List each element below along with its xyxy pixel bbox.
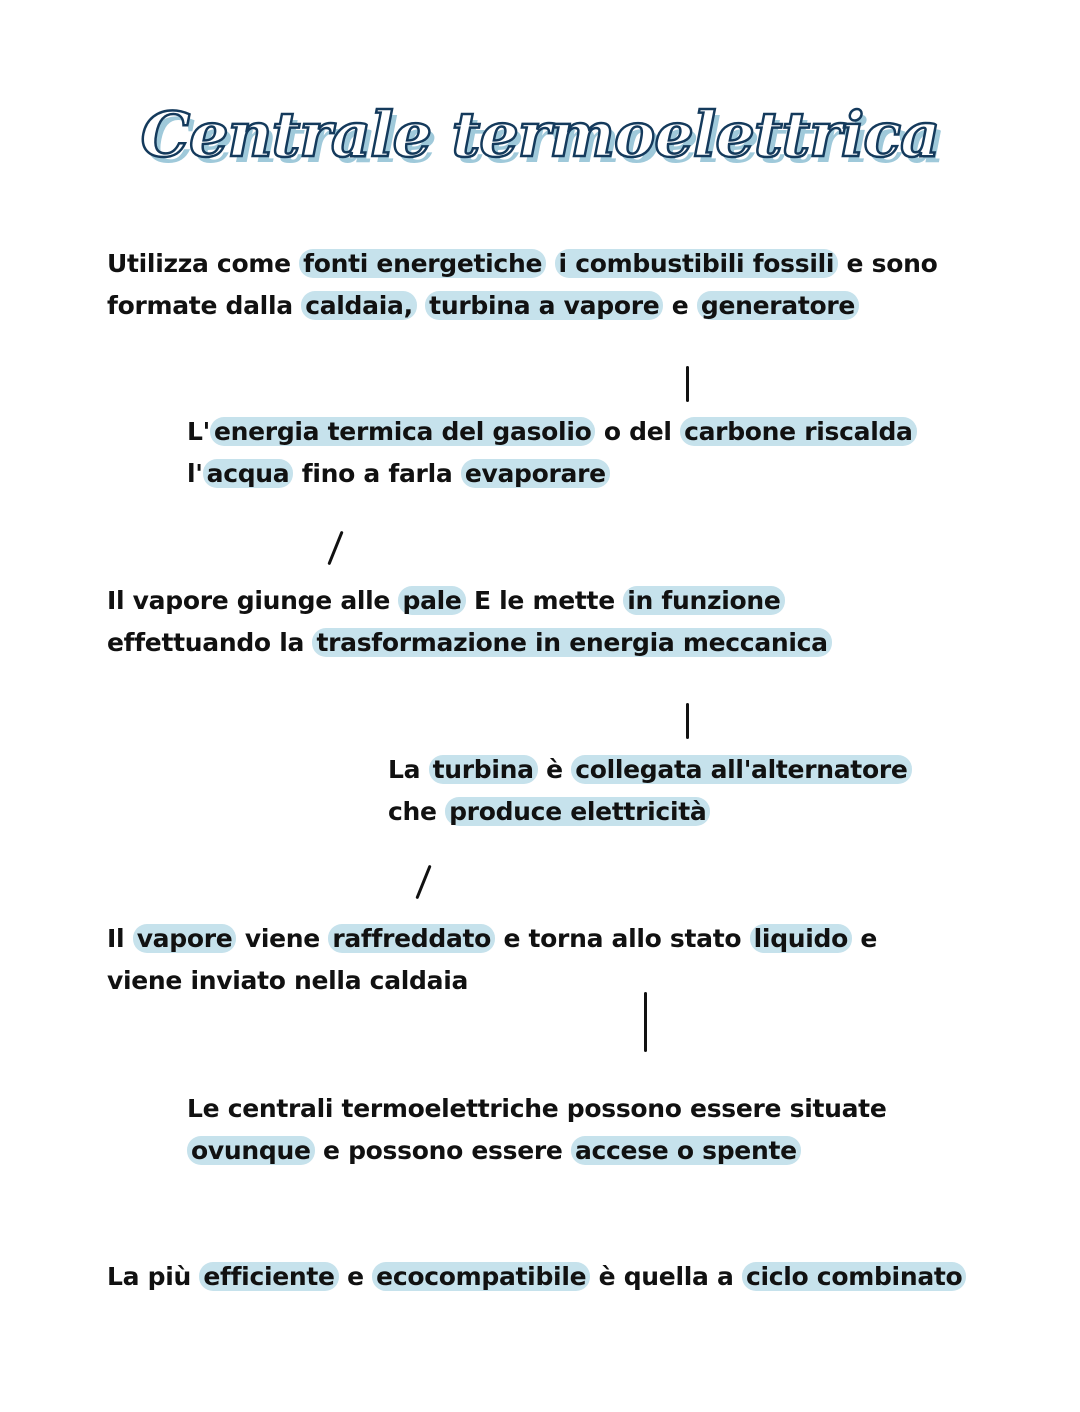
highlighted-phrase: turbina xyxy=(429,755,538,784)
highlighted-phrase: in funzione xyxy=(623,586,784,615)
highlighted-phrase: raffreddato xyxy=(328,924,495,953)
text-segment: o del xyxy=(595,417,681,446)
text-segment: Utilizza come xyxy=(107,249,300,278)
highlighted-phrase: fonti energetiche xyxy=(299,249,546,278)
text-segment: La più xyxy=(107,1262,200,1291)
text-segment xyxy=(546,249,554,278)
text-segment: è xyxy=(537,755,572,784)
highlighted-phrase: efficiente xyxy=(199,1262,338,1291)
text-line xyxy=(107,580,832,622)
text-segment: fino a farla xyxy=(293,459,461,488)
text-line xyxy=(187,1130,887,1172)
paragraph-energia-termica xyxy=(187,411,917,495)
paragraph-vapore-pale xyxy=(107,580,832,664)
text-segment: La xyxy=(388,755,429,784)
text-segment: e xyxy=(338,1262,373,1291)
text-segment: è quella a xyxy=(590,1262,742,1291)
highlighted-phrase: acqua xyxy=(203,459,294,488)
highlighted-phrase: caldaia, xyxy=(301,291,417,320)
text-line xyxy=(107,918,877,960)
highlighted-phrase: produce elettricità xyxy=(445,797,710,826)
text-segment: E le mette xyxy=(465,586,624,615)
highlighted-phrase: ciclo combinato xyxy=(742,1262,966,1291)
text-segment: e sono xyxy=(838,249,938,278)
paragraph-turbina xyxy=(388,749,912,833)
text-segment: effettuando la xyxy=(107,628,313,657)
text-line xyxy=(107,243,937,285)
text-segment xyxy=(417,291,425,320)
connector-slash xyxy=(327,531,343,566)
text-segment: Il xyxy=(107,924,133,953)
paragraph-raffreddamento xyxy=(107,918,877,1002)
text-line xyxy=(107,622,832,664)
connector-slash xyxy=(415,865,431,900)
highlighted-phrase: collegata all'alternatore xyxy=(571,755,911,784)
text-line xyxy=(107,285,937,327)
highlighted-phrase: liquido xyxy=(750,924,852,953)
page-title: Centrale termoelettrica xyxy=(140,98,940,171)
text-segment: viene inviato nella caldaia xyxy=(107,966,469,995)
highlighted-phrase: turbina a vapore xyxy=(425,291,663,320)
text-line xyxy=(187,1088,887,1130)
highlighted-phrase: carbone riscalda xyxy=(680,417,917,446)
text-segment: Il vapore giunge alle xyxy=(107,586,399,615)
connector-line xyxy=(686,703,689,739)
text-line xyxy=(107,960,877,1002)
text-segment: Le centrali termoelettriche possono essere situate xyxy=(187,1094,887,1123)
text-segment: e xyxy=(663,291,697,320)
text-segment: e possono essere xyxy=(314,1136,571,1165)
highlighted-phrase: energia termica del gasolio xyxy=(210,417,595,446)
text-segment: l' xyxy=(187,459,203,488)
highlighted-phrase: evaporare xyxy=(461,459,610,488)
text-line xyxy=(187,411,917,453)
text-segment: e torna allo stato xyxy=(495,924,750,953)
highlighted-phrase: generatore xyxy=(697,291,859,320)
highlighted-phrase: pale xyxy=(398,586,465,615)
connector-line xyxy=(686,366,689,402)
highlighted-phrase: ovunque xyxy=(187,1136,315,1165)
text-line xyxy=(388,749,912,791)
text-segment: e xyxy=(852,924,878,953)
text-line xyxy=(187,453,917,495)
text-segment: L' xyxy=(187,417,210,446)
highlighted-phrase: accese o spente xyxy=(571,1136,801,1165)
text-line xyxy=(107,1256,966,1298)
highlighted-phrase: i combustibili fossili xyxy=(555,249,839,278)
text-segment: formate dalla xyxy=(107,291,302,320)
paragraph-ciclo-combinato xyxy=(107,1256,966,1298)
text-line xyxy=(388,791,912,833)
text-segment: viene xyxy=(236,924,329,953)
paragraph-ubicazione xyxy=(187,1088,887,1172)
highlighted-phrase: vapore xyxy=(133,924,237,953)
text-segment: che xyxy=(388,797,446,826)
highlighted-phrase: ecocompatibile xyxy=(372,1262,590,1291)
connector-line xyxy=(644,992,647,1052)
paragraph-fonti xyxy=(107,243,937,327)
highlighted-phrase: trasformazione in energia meccanica xyxy=(312,628,831,657)
